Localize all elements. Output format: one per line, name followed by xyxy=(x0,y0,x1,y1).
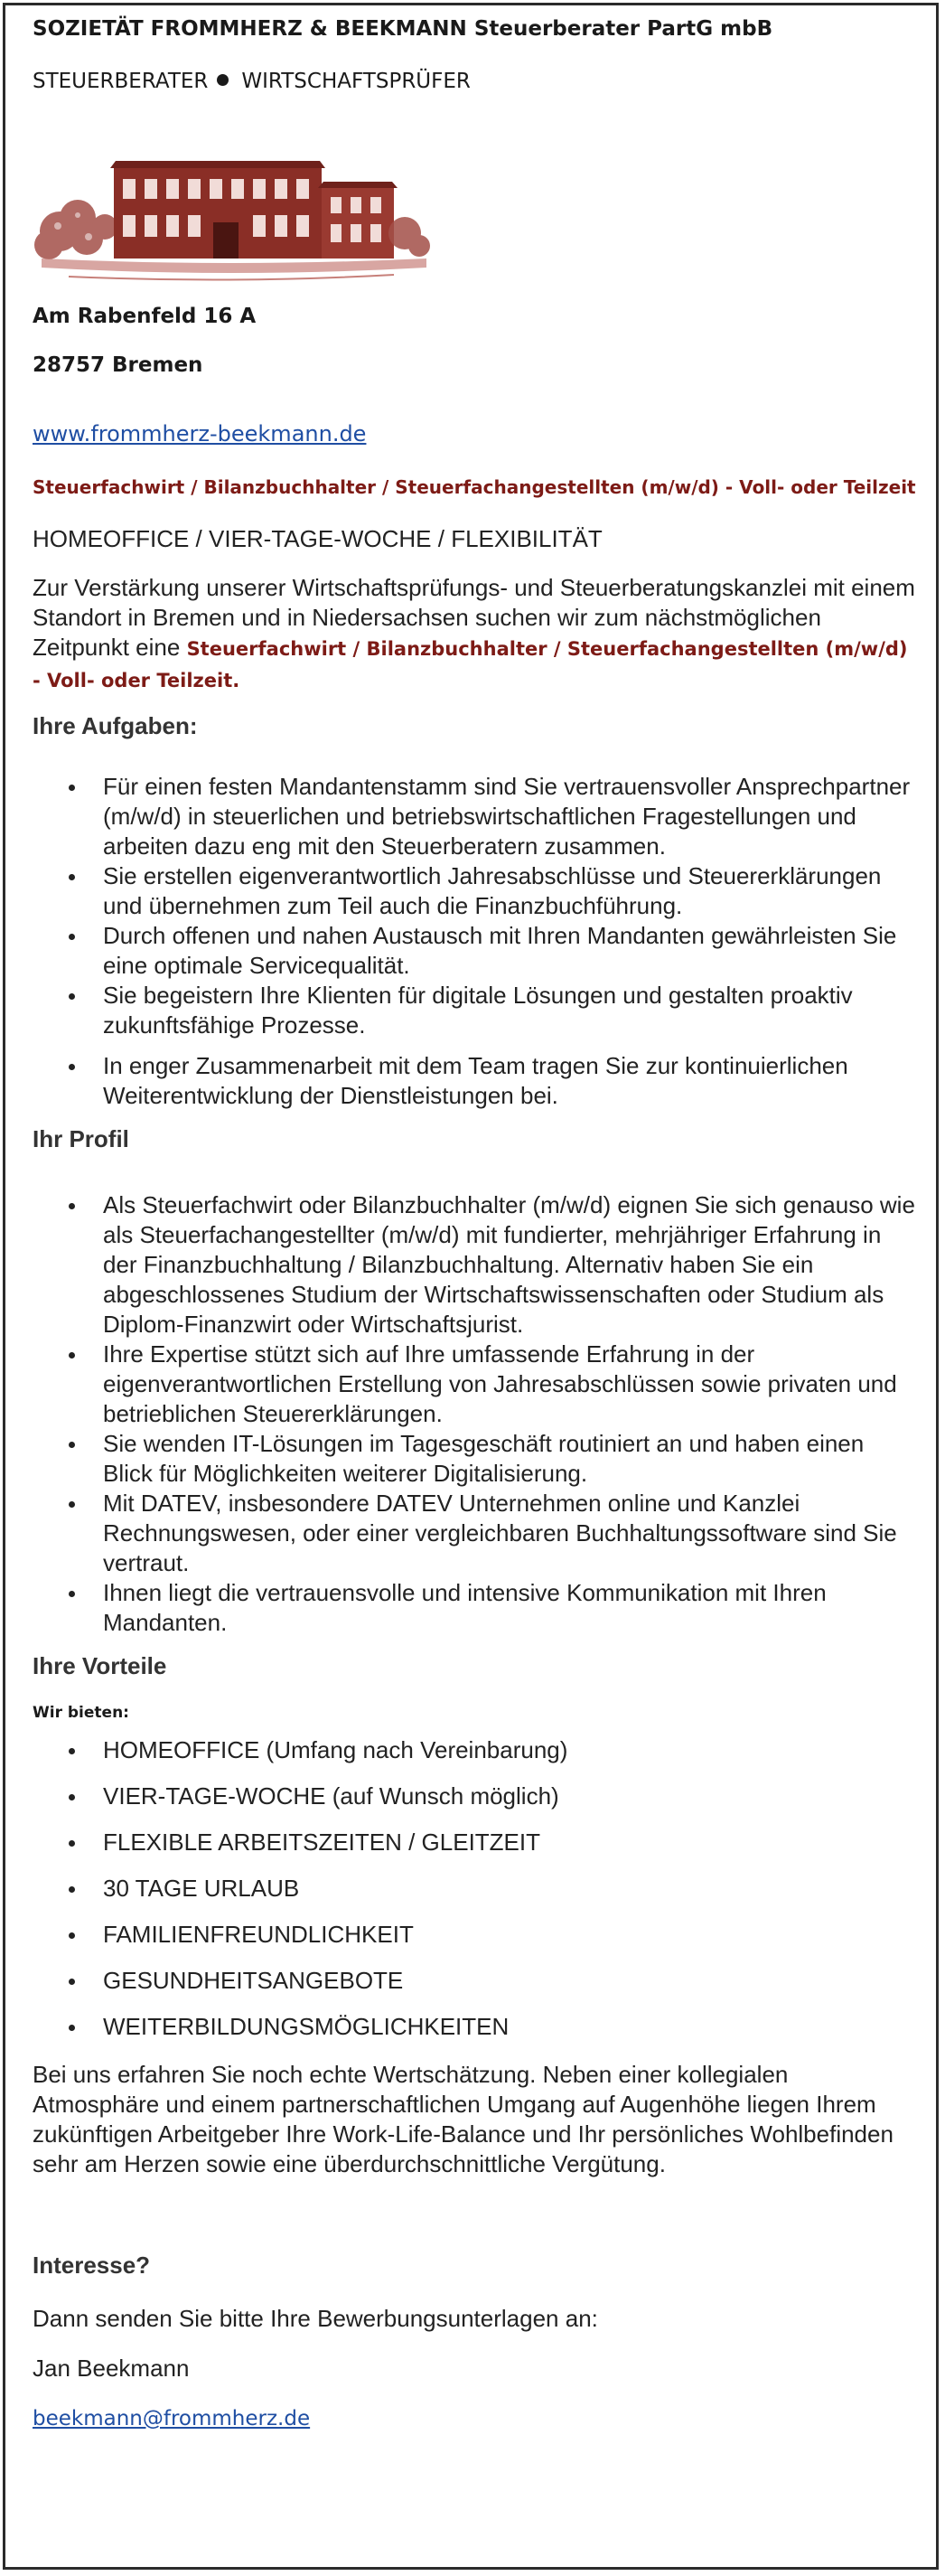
website-link[interactable]: www.frommherz-beekmann.de xyxy=(33,421,367,447)
aufgaben-list xyxy=(33,772,918,1111)
list-item: FLEXIBLE ARBEITSZEITEN / GLEITZEIT xyxy=(33,1828,918,1857)
intro-text: Zur Verstärkung unserer Wirtschaftsprüfungs- und Steuerberatungskanzlei mit einem Standort in Bremen und in Niedersachsen suchen wir zum nächstmöglichen Zeitpunkt eine xyxy=(33,574,915,661)
vorteile-subheading: Wir bieten: xyxy=(33,1704,129,1722)
list-item: Sie erstellen eigenverantwortlich Jahresabschlüsse und Steuererklärungen und übernehmen zum Teil auch die Finanzbuchführung. xyxy=(33,861,918,921)
intro-paragraph xyxy=(33,573,918,696)
office-building-logo xyxy=(33,132,430,286)
section-aufgaben xyxy=(33,710,918,1111)
list-item: Sie begeistern Ihre Klienten für digitale Lösungen und gestalten proaktiv zukunftsfähige Prozesse. xyxy=(33,981,918,1040)
aufgaben-heading: Ihre Aufgaben: xyxy=(33,712,198,739)
list-item: In enger Zusammenarbeit mit dem Team tragen Sie zur kontinuierlichen Weiterentwicklung der Dienstleistungen bei. xyxy=(33,1051,918,1111)
list-item: FAMILIENFREUNDLICHKEIT xyxy=(33,1920,918,1950)
profil-heading: Ihr Profil xyxy=(33,1125,129,1152)
page-frame xyxy=(3,3,939,2570)
list-item: GESUNDHEITSANGEBOTE xyxy=(33,1966,918,1996)
list-item: Sie wenden IT-Lösungen im Tagesgeschäft routiniert an und haben einen Blick für Möglichkeiten weiterer Digitalisierung. xyxy=(33,1429,918,1489)
profil-list xyxy=(33,1190,918,1638)
job-ad-content xyxy=(33,14,918,2432)
bullet-dot-icon xyxy=(217,74,229,86)
list-item: 30 TAGE URLAUB xyxy=(33,1874,918,1904)
firm-name: SOZIETÄT FROMMHERZ & BEEKMANN Steuerberater PartG mbB xyxy=(33,17,773,41)
address-city: 28757 Bremen xyxy=(33,353,203,377)
list-item: Ihnen liegt die vertrauensvolle und intensive Kommunikation mit Ihren Mandanten. xyxy=(33,1578,918,1638)
list-item: Für einen festen Mandantenstamm sind Sie vertrauensvoller Ansprechpartner (m/w/d) in steuerlichen und betriebswirtschaftlichen Fragestellungen und arbeiten dazu eng mit den Steuerberatern zusammen. xyxy=(33,772,918,861)
job-title: Steuerfachwirt / Bilanzbuchhalter / Steuerfachangestellten (m/w/d) - Voll- oder Teilzeit xyxy=(33,476,916,498)
closing-paragraph: Bei uns erfahren Sie noch echte Wertschätzung. Neben einer kollegialen Atmosphäre und einem partnerschaftlichen Umgang auf Augenhöhe liegen Ihrem zukünftigen Arbeitgeber Ihre Work-Life-Balance und Ihr persönliches Wohlbefinden sehr am Herzen sowie eine überdurchschnittliche Vergütung. xyxy=(33,2061,894,2177)
address-street: Am Rabenfeld 16 A xyxy=(33,305,257,328)
section-profil xyxy=(33,1123,918,1638)
contact-instruction: Dann senden Sie bitte Ihre Bewerbungsunterlagen an: xyxy=(33,2305,598,2332)
section-vorteile xyxy=(33,1650,918,2179)
list-item: Als Steuerfachwirt oder Bilanzbuchhalter (m/w/d) eignen Sie sich genauso wie als Steuerfachangestellter (m/w/d) mit fundierter, mehrjähriger Erfahrung in der Finanzbuchhaltung / Bilanzbuchhaltung. Alternativ haben Sie ein abgeschlossenes Studium der Wirtschaftswissenschaften oder Studium als Diplom-Finanzwirt oder Wirtschaftsjurist. xyxy=(33,1190,918,1340)
contact-email-link[interactable]: beekmann@frommherz.de xyxy=(33,2407,311,2430)
vorteile-list xyxy=(33,1735,918,2042)
profession-line xyxy=(33,67,918,96)
intro-highlight: Steuerfachwirt / Bilanzbuchhalter / Steuerfachangestellten (m/w/d) - Voll- oder Teilzeit. xyxy=(33,638,908,691)
list-item: HOMEOFFICE (Umfang nach Vereinbarung) xyxy=(33,1735,918,1765)
vorteile-heading: Ihre Vorteile xyxy=(33,1652,167,1679)
profession-left: STEUERBERATER xyxy=(33,70,209,93)
contact-heading: Interesse? xyxy=(33,2252,151,2279)
list-item: VIER-TAGE-WOCHE (auf Wunsch möglich) xyxy=(33,1782,918,1811)
section-contact xyxy=(33,2250,918,2432)
list-item: Ihre Expertise stützt sich auf Ihre umfassende Erfahrung in der eigenverantwortlichen Erstellung von Jahresabschlüssen sowie privaten und betrieblichen Steuererklärungen. xyxy=(33,1340,918,1429)
contact-name: Jan Beekmann xyxy=(33,2355,190,2382)
list-item: WEITERBILDUNGSMÖGLICHKEITEN xyxy=(33,2012,918,2042)
tagline: HOMEOFFICE / VIER-TAGE-WOCHE / FLEXIBILITÄT xyxy=(33,525,603,552)
list-item: Durch offenen und nahen Austausch mit Ihren Mandanten gewährleisten Sie eine optimale Servicequalität. xyxy=(33,921,918,981)
profession-right: WIRTSCHAFTSPRÜFER xyxy=(241,70,471,93)
list-item: Mit DATEV, insbesondere DATEV Unternehmen online und Kanzlei Rechnungswesen, oder einer vergleichbaren Buchhaltungssoftware sind Sie vertraut. xyxy=(33,1489,918,1578)
